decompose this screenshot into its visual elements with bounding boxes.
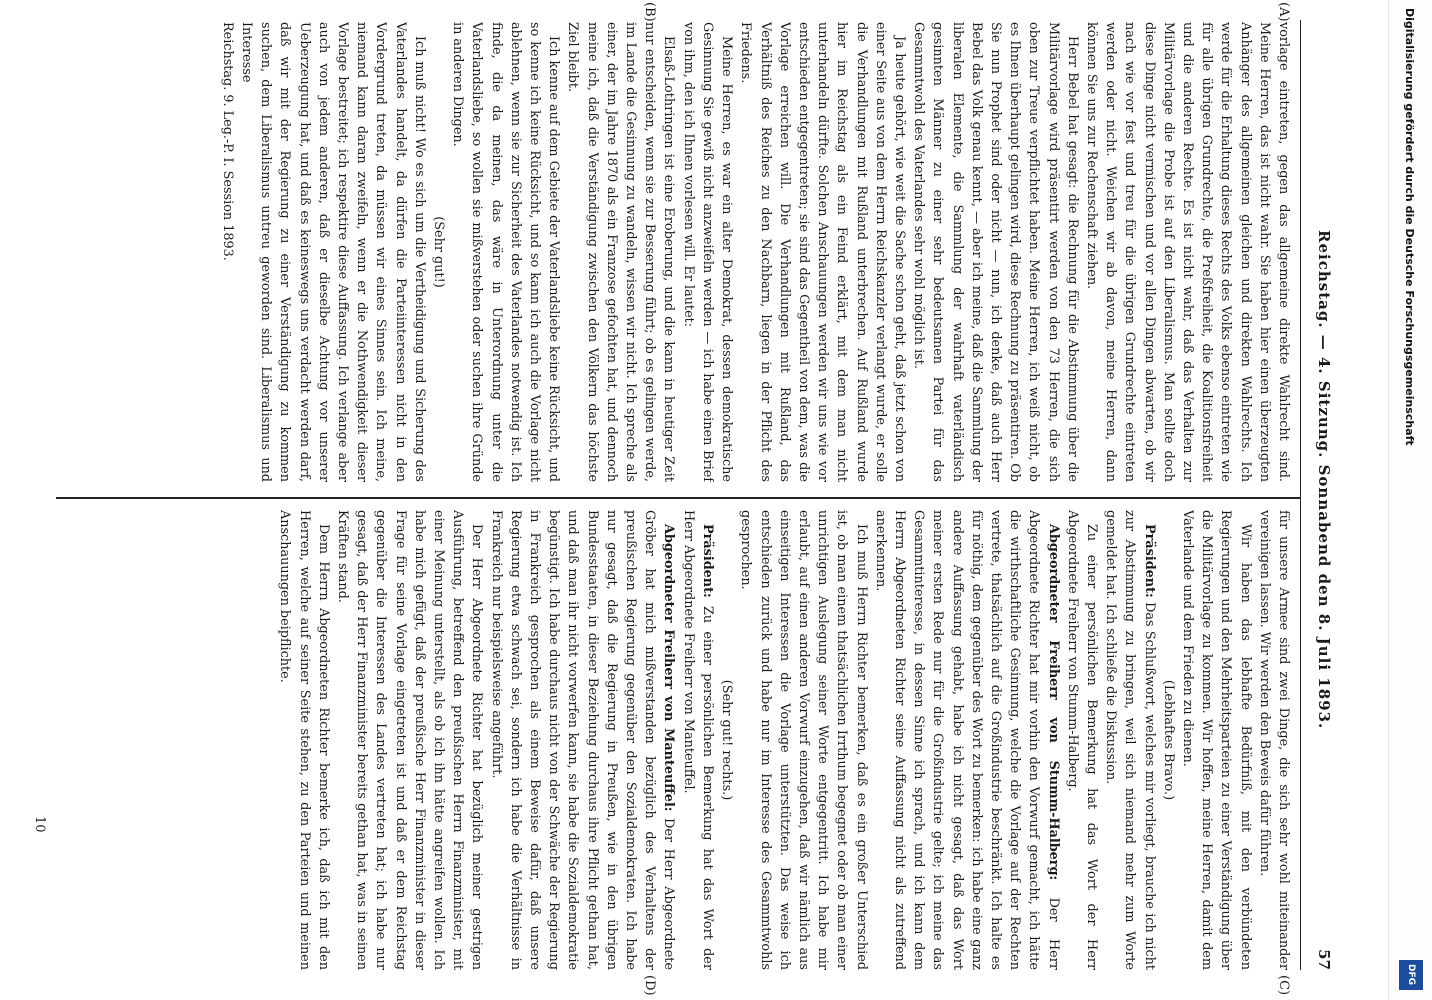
speaker-label: Abgeordneter Freiherr von Manteuffel: [661,524,677,812]
margin-marker-c: (C) [1276,975,1291,996]
dfg-logo: DFG [1399,960,1423,990]
paragraph: Der Herr Abgeordnete Richter hat bezüglich meiner gestrigen Ausführung, betreffend den preußischen Herrn Finanzminister, mit einer Meinung unterstellt, als ob ich ihn hätte angreifen wollen. Ich habe mich gefügt, daß der preußische Herr Finanzminister in dieser Frage für seine Vorlage eingetreten ist und daß er dem Reichstag gegenüber die Interessen des Landes vertreten hat; ich habe nur gesagt, daß der Herr Finanzminister bereits gethan hat, was in seinen Kräften stand. [335,510,485,970]
margin-marker-b: (B) [642,2,657,22]
speaker-label: Abgeordneter Freiherr von Stumm-Halberg: [1045,524,1061,881]
quoted-paragraph: Elsaß-Lothringen ist eine Eroberung, und die kann in heutiger Zeit nur entscheiden, wenn sie zur Besserung führt; ob es gelingen werde, im Lande die Gesinnung zu wandeln, wissen wir nicht. Ich spreche als einer, der im Jahre 1870 als ein Franzose gefochten hat, und dennoch meine ich, daß die Verständigung zwischen den Völkern das höchste Ziel bleibt. [565,22,677,482]
funding-credit: Digitalisierung gefördert durch die Deutsche Forschungsgemeinschaft [1403,8,1416,446]
paragraph: Ich muß Herrn Richter bemerken, daß es ein großer Unterschied ist, ob man einem thatsächlichen Irrthum begegnet oder ob man einer unrichtigen Auslegung seiner Worte entgegentritt. Ich habe mir erlaubt, auf einen anderen Vorwurf einzugehen, daß wir nämlich aus einseitigen Interessen die Vorlage unterstützten. Das weise ich entschieden zurück und habe nur im Interesse des Gesammtwohls gesprochen. [738,510,869,970]
footer-page-number: 10 [32,816,47,833]
applause-note: (Sehr gut!) [431,216,447,288]
quoted-paragraph: Ich kenne auf dem Gebiete der Vaterlandsliebe keine Rücksicht, und so kenne ich keine Rücksicht, und so kann ich auch die Vorlage nicht ablehnen, wenn sie zur Sicherheit des Vaterlandes notwendig ist. Ich finde, die da meinen, das wäre in Unterordnung unter die Vaterlandsliebe, so wollen sie mißverstehen oder suchen ihre Gründe in anderen Dingen. [450,22,562,482]
paragraph: Ja heute gehört, wie weit die Sache schon geht, daß jetzt schon von einer Seite aus von dem Herrn Reichskanzler verlangt wurde, er solle die Verhandlungen mit Rußland unterbrechen. Auf Rußland wurde hier im Reichstag als ein Feind erklärt, mit dem man nicht unterhandeln dürfte. Solchen Anschauungen werden wir uns wie vor entschieden entgegentreten; sie sind das Gegentheil von dem, was die Vorlage erreichen will. Die Verhandlungen mit Rußland, das Verhältniß des Reiches zu den Nachbarn, liegen in der Pflicht des Friedens. [738,22,907,482]
speaker-label: Präsident: [699,524,715,598]
paragraph: für unsere Armee sind zwei Dinge, die sich sehr wohl miteinander vereinigen lassen. Wir werden den Beweis dafür führen. [1256,510,1291,970]
speaker-label: Präsident: [1141,524,1157,598]
running-title: Reichstag. — 4. Sitzung. Sonnabend den 8. Juli 1893. [1315,230,1333,730]
speech-text: Der Herr Abgeordnete Gröber hat mich mißverstanden bezüglich des Verhaltens der preußischen Regierung gegenüber den Sozialdemokraten. Ich habe nur gesagt, daß die Regierung in Preußen, wie in den übrigen Bundesstaaten, in dieser Beziehung durchaus ihre Pflicht gethan hat, und daß man ihr nicht vorwerfen kann, sie habe die Sozialdemokratie begünstigt. Ich habe durchaus nicht von der Schwäche der Regierung in Frankreich gesprochen als einem Beweise dafür, daß unsere Regierung etwa schwach sei, sondern ich habe die Verhältnisse in Frankreich nur beispielsweise angeführt. [488,510,677,970]
paragraph: Meine Herren, es war ein alter Demokrat, dessen demokratische Gesinnung Sie gewiß nicht anzweifeln werden — ich habe einen Brief von ihm, den ich Ihnen vorlesen will. Er lautet: [680,22,735,482]
speech-text: Der Herr Abgeordnete Richter hat mir vorhin den Vorwurf gemacht, ich hätte die wirthschaftliche Gesinnung, welche die Vorlage auf der Rechten vertrete, thatsächlich auf die Großindustrie beschränkt. Ich halte es für nöthig, dem gegenüber des Wort zu bemerken: ich habe eine ganz andere Auffassung gehabt, habe ich nicht gesagt, daß das Wort meiner ersten Rede nur für die Großindustrie gelte; ich meine das Gesammtinteresse, in dessen Sinne ich sprach, und ich kann dem Herrn Abgeordneten Richter seine Auffassung nicht als zutreffend anerkennen. [872,510,1061,970]
paragraph: Dem Herrn Abgeordneten Richter bemerke ich, daß ich mit den Herren, welche auf seiner Seite stehen, zu den Parteien und meinen Anschauungen beipflichte. [277,510,331,970]
margin-marker-a: (A) [1276,2,1291,22]
paragraph: Wir haben das lebhafte Bedürfniß, mit den verbündeten Regierungen und den Mehrheitsparteien zu einer Verständigung über die Militärvorlage zu kommen. Wir hoffen, meine Herren, damit dem Vaterlande und dem Frieden zu dienen. [1179,510,1253,970]
paragraph: Zu einer persönlichen Bemerkung hat das Wort der Herr Abgeordnete Freiherr von Stumm-Halberg. [1064,510,1099,970]
applause-note: (Sehr gut! rechts.) [719,679,735,801]
paragraph: Herr Bebel hat gesagt: die Rechnung für die Abstimmung über die Militärvorlage wird präsentirt werden von den 73 Herren, die sich oben zur Treue verpflichtet haben. Meine Herren, ich weiß nicht, ob es Ihnen überhaupt gelingen wird, diese Rechnung zu präsentiren. Ob Sie nun Prophet sind oder nicht — nun, ich denke, daß auch Herr Bebel das Volk genau kennt, — aber ich meine, daß die Sammlung der liberalen Elemente, die Sammlung der wahrhaft vaterländisch gesinnten Männer zu einer sehr bedeutsamen Partei für das Gesammtwohl des Vaterlandes sehr wohl möglich ist. [911,22,1080,482]
speech-text: Zu einer persönlichen Bemerkung hat das Wort der Herr Abgeordnete Freiherr von Manteuffel. [680,510,715,970]
right-column [58,510,1293,970]
speech-text: Das Schlußwort, welches mir vorliegt, brauche ich nicht zur Abstimmung zu bringen, weil sich niemand mehr zum Worte gemeldet hat. Ich schließe die Diskussion. [1103,510,1157,970]
column-divider [56,497,1301,499]
margin-marker-d: (D) [642,975,657,996]
paragraph: Ich muß nicht! Wo es sich um die Vertheidigung und Sicherung des Vaterlandes handelt, da dürfen die Parteiinteressen nicht in den Vordergrund treten, da müssen wir eines Sinnes sein. Ich meine, niemand kann daran zweifeln, wenn er die Nothwendigkeit dieser Vorlage bestreitet; ich respektire diese Auffassung. Ich verlange aber auch von jedem anderen, daß er dieselbe Achtung vor unserer Ueberzeugung hat, und daß es keineswegs uns verdacht werden darf, daß wir mit der Regierung zu einer Verständigung zu kommen suchen, dem Liberalismus untreu geworden sind. Liberalismus und Interesse [239,22,427,482]
speech-president-1 [1101,510,1159,970]
header-rule [1300,20,1301,970]
footer-line: Reichstag. 9. Leg.-P. I. Session 1893. [219,22,235,261]
speech-president-2 [679,510,717,970]
digitization-credit-strip [1388,0,1432,1000]
page-number: 57 [1315,949,1333,970]
speech-stumm [871,510,1063,970]
speech-manteuffel [486,510,678,970]
applause-note: (Lebhaftes Bravo.) [1160,679,1176,801]
page-header [1303,30,1333,970]
paragraph: vorlage eintreten, gegen das allgemeine direkte Wahlrecht sind. Meine Herren, das ist nicht wahr. Sie haben hier einen überzeugten Anhänger des allgemeinen gleichen und direkten Wahlrechts. Ich werde für die Erhaltung dieses Rechts des Volks ebenso eintreten wie für alle übrigen Grundrechte, die Preßfreiheit, die Koalitionsfreiheit und die anderen Rechte. Es ist nicht wahr, daß das Verhalten zur Militärvorlage die Probe ist auf den Liberalismus. Man sollte doch diese Dinge nicht vermischen und vor allen Dingen abwarten, ob wir nach wie vor fest und treu für die übrigen Grundrechte eintreten werden oder nicht. Weichen wir ab davon, meine Herren, dann können Sie uns zur Rechenschaft ziehen. [1083,22,1291,482]
left-column [58,22,1293,482]
